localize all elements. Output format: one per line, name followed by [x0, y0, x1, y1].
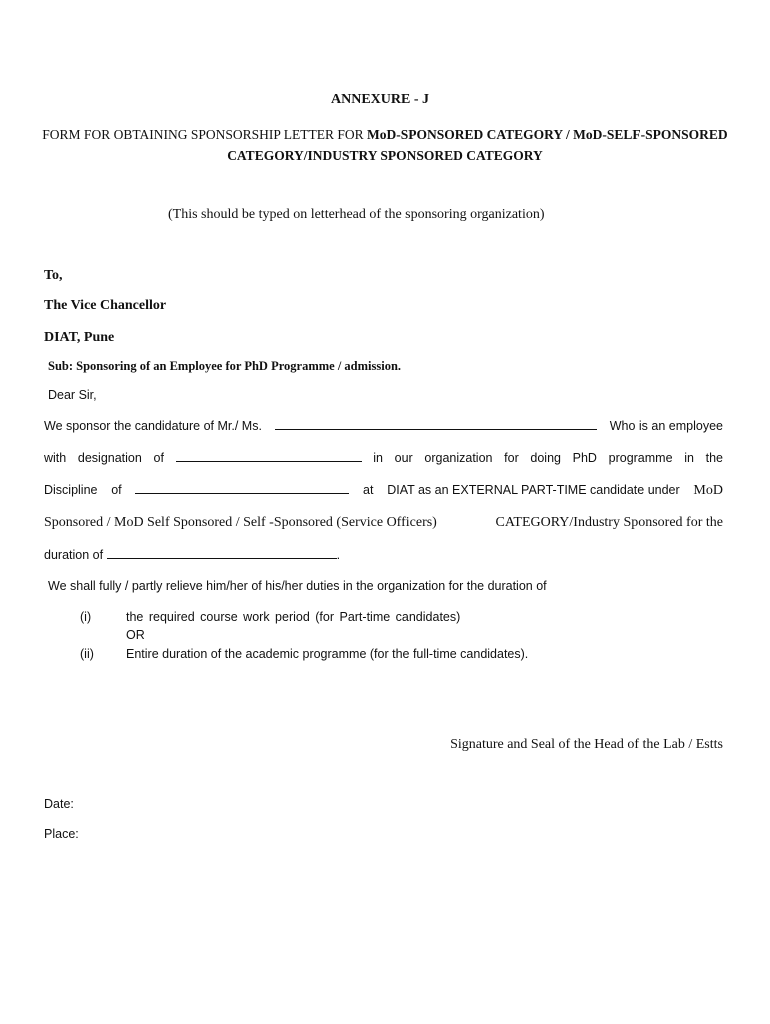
- annexure-heading: ANNEXURE - J: [331, 92, 429, 107]
- body-line-3: [44, 482, 723, 499]
- body-line1-start: We sponsor the candidature of Mr./ Ms.: [44, 419, 262, 433]
- body-line3-mod: MoD: [693, 483, 723, 498]
- option-text: the required course work period (for Part-time candidates): [126, 610, 461, 624]
- option-num: (i): [80, 610, 92, 624]
- word: programme: [608, 451, 673, 465]
- option-num: (ii): [80, 647, 94, 661]
- word: the: [705, 451, 723, 465]
- subject-line: Sub: Sponsoring of an Employee for PhD Programme / admission.: [48, 359, 402, 373]
- body-line-4: [44, 515, 723, 531]
- word: at: [363, 483, 374, 497]
- word: designation: [77, 451, 142, 465]
- word: of: [111, 483, 122, 497]
- signature-line: Signature and Seal of the Head of the Lab / Estts: [450, 737, 723, 752]
- body-line-2: [44, 450, 723, 465]
- form-title-part2: MoD-SPONSORED CATEGORY / MoD-SELF-SPONSORED CATEGORY/INDUSTRY SPONSORED CATEGORY: [227, 127, 728, 163]
- body-line3-text: DIAT as an EXTERNAL PART-TIME candidate under: [387, 483, 680, 497]
- sponsorship-categories: Sponsored / MoD Self Sponsored / Self -Sponsored (Service Officers): [44, 515, 437, 530]
- word: for: [504, 451, 519, 465]
- word: of: [153, 451, 164, 465]
- discipline-blank: [135, 482, 349, 494]
- discipline-label: Discipline: [44, 483, 98, 497]
- relieve-statement: We shall fully / partly relieve him/her of his/her duties in the organization for the duration of: [48, 579, 547, 593]
- body-line4-end: CATEGORY/Industry Sponsored for the: [495, 515, 723, 530]
- body-line1-end: Who is an employee: [609, 419, 723, 433]
- word: doing: [530, 451, 561, 465]
- address-institution: DIAT, Pune: [44, 330, 115, 345]
- form-title: [40, 124, 730, 166]
- option-or: OR: [126, 628, 145, 642]
- duration-label: duration of: [44, 548, 104, 562]
- salutation: Dear Sir,: [48, 388, 97, 402]
- letterhead-instruction: (This should be typed on letterhead of the sponsoring organization): [168, 207, 545, 222]
- duration-end: .: [336, 548, 341, 562]
- word: in: [684, 451, 694, 465]
- word: our: [394, 451, 413, 465]
- word: organization: [424, 451, 493, 465]
- option-text: Entire duration of the academic programme (for the full-time candidates).: [126, 647, 529, 661]
- address-to: To,: [44, 268, 63, 283]
- duration-blank: [107, 547, 337, 559]
- body-line-5: [44, 547, 340, 562]
- designation-blank: [176, 450, 362, 462]
- address-recipient: The Vice Chancellor: [44, 298, 167, 313]
- date-label: Date:: [44, 797, 74, 811]
- word: with: [44, 451, 67, 465]
- word: in: [373, 451, 383, 465]
- word: PhD: [572, 451, 597, 465]
- place-label: Place:: [44, 827, 79, 841]
- form-title-part1: FORM FOR OBTAINING SPONSORSHIP LETTER FOR: [42, 127, 368, 142]
- candidate-name-blank: [275, 418, 597, 430]
- body-line-1: [44, 418, 723, 433]
